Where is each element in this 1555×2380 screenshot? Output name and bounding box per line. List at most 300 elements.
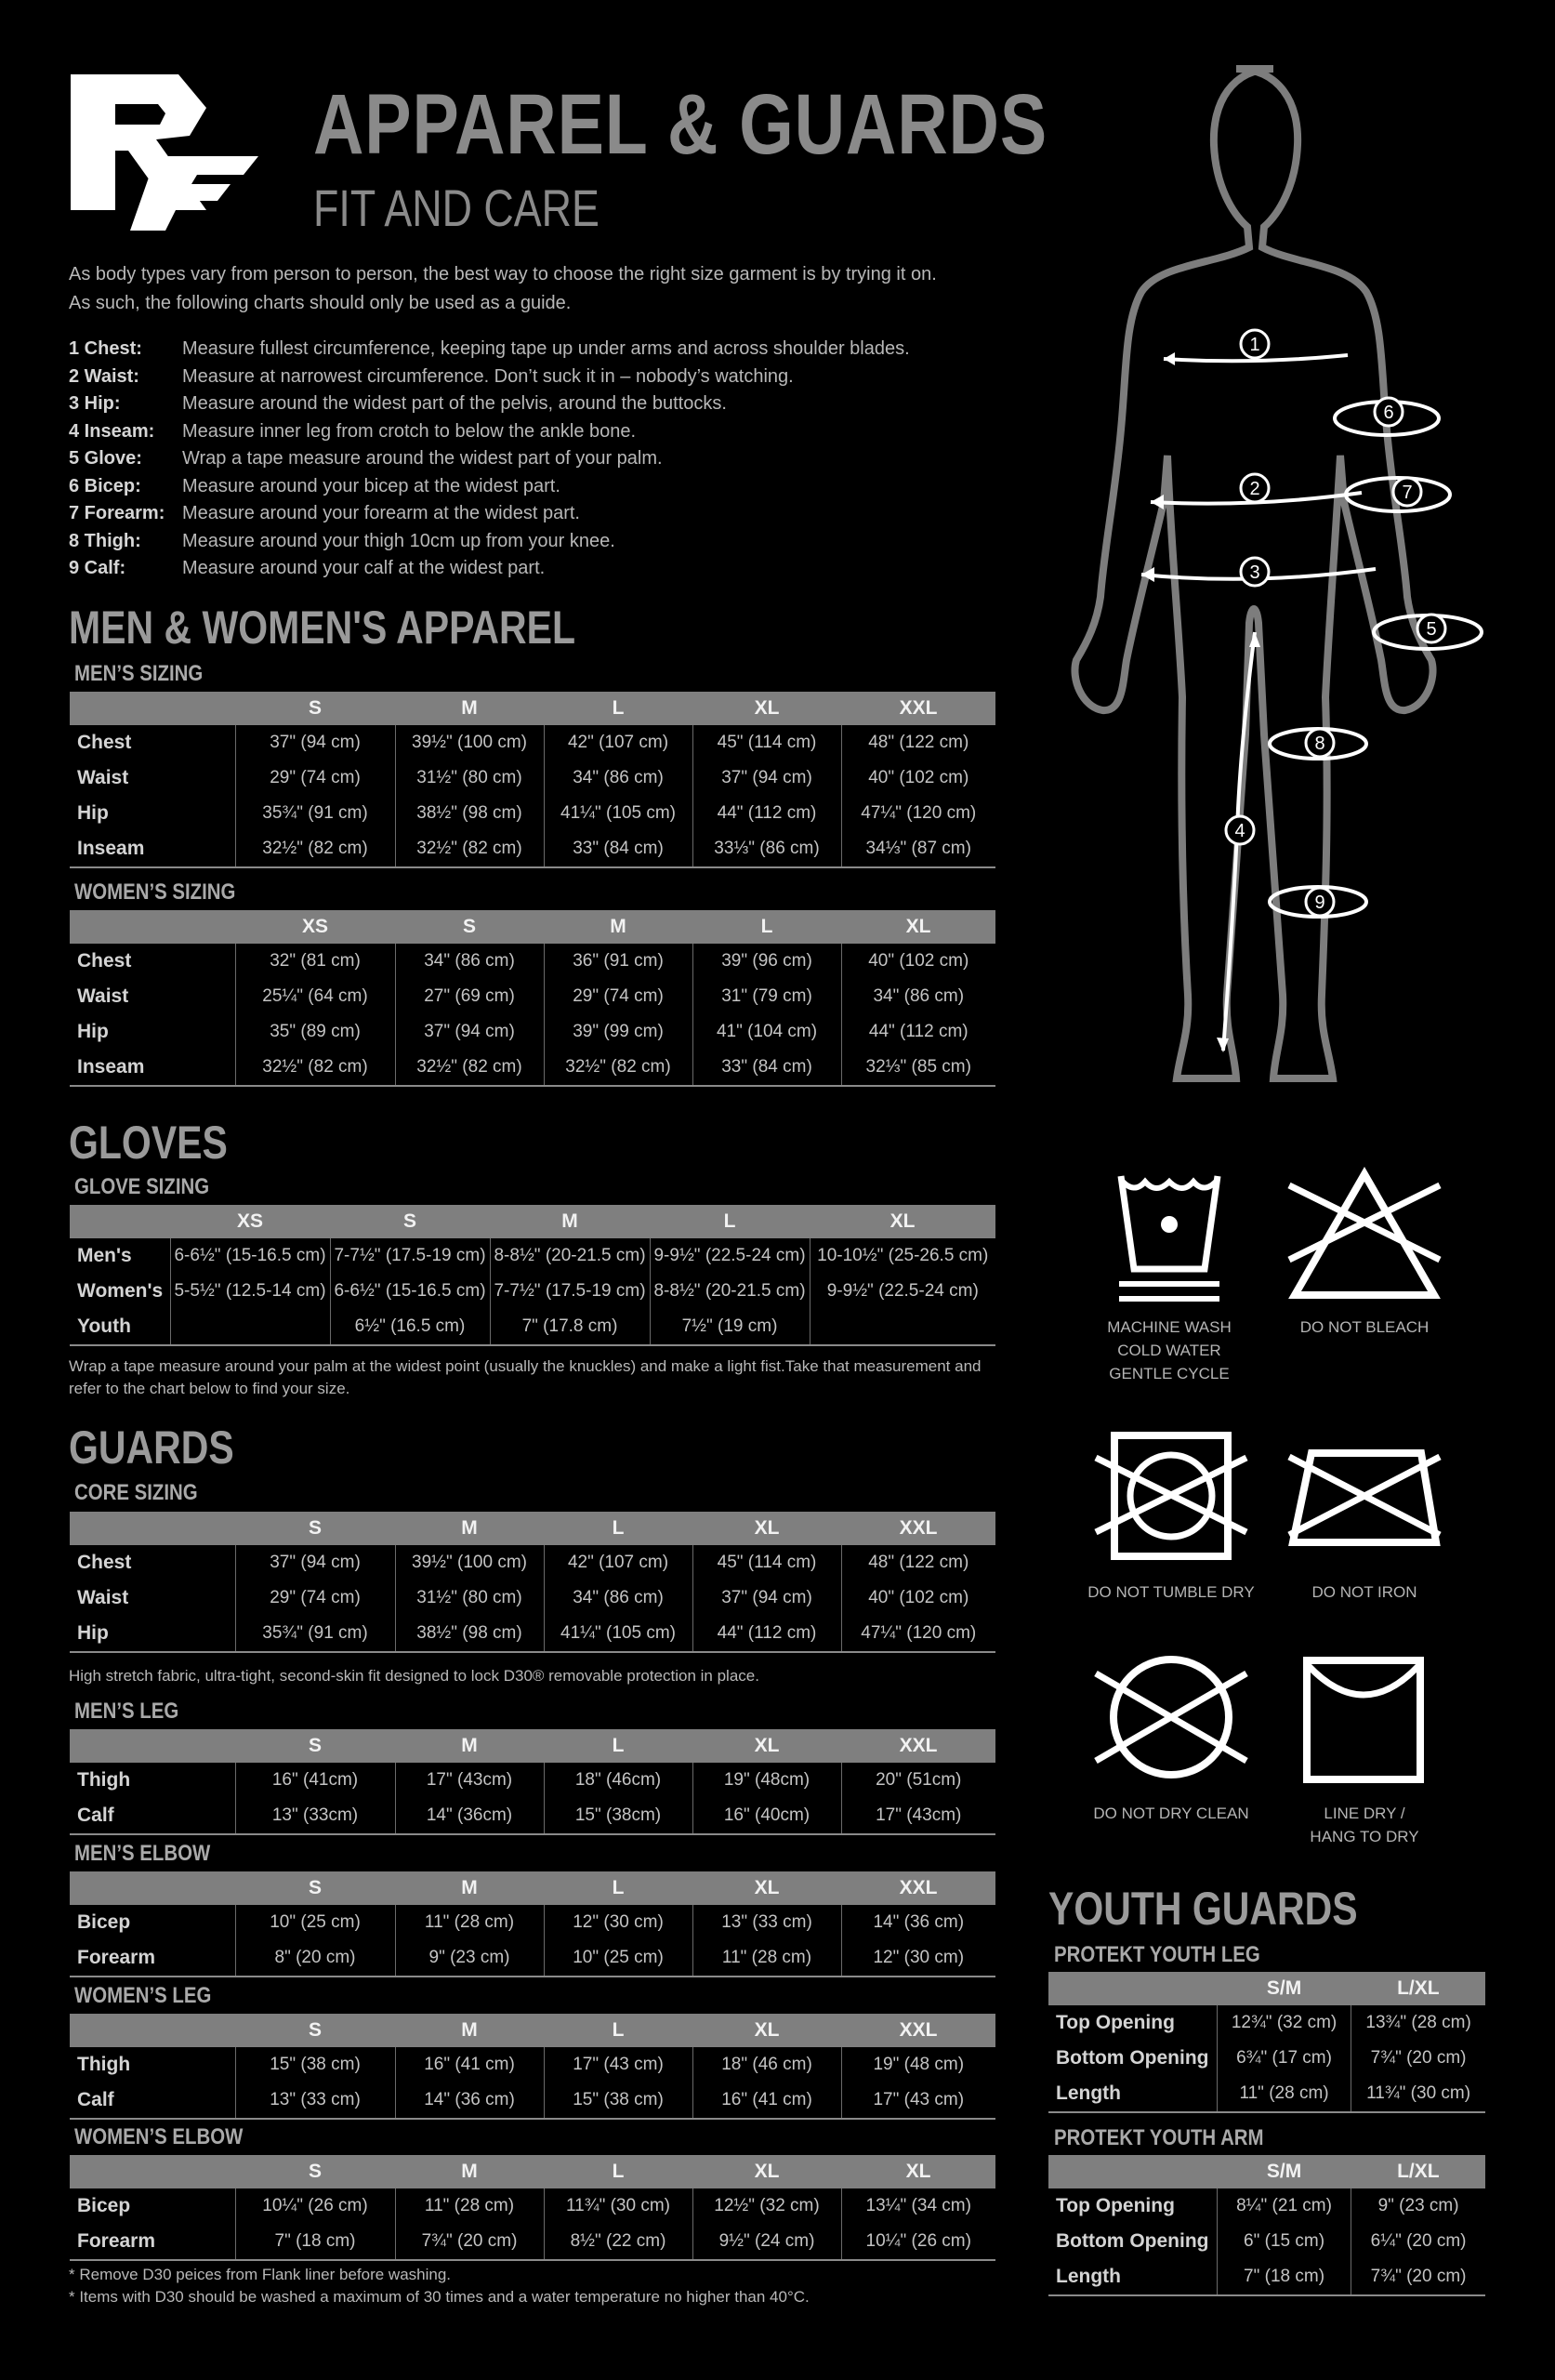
table-row <box>1048 2005 1485 2041</box>
svg-text:2: 2 <box>1249 479 1260 499</box>
column-header: S <box>235 692 395 725</box>
measurement-label: 9 Calf: <box>69 558 126 578</box>
column-header: XL <box>692 1729 841 1763</box>
column-header <box>70 1729 235 1763</box>
table-cell: 8-8½" (20-21.5 cm) <box>490 1238 650 1274</box>
measurement-row <box>69 500 910 528</box>
do-not-bleach-icon <box>1285 1167 1443 1311</box>
marker-9 <box>1306 888 1334 916</box>
svg-text:7: 7 <box>1402 483 1413 503</box>
label-line: LINE DRY / <box>1324 1805 1405 1822</box>
measurement-label: 6 Bicep: <box>69 475 141 496</box>
table-row <box>70 1309 995 1345</box>
table-cell: 32½" (82 cm) <box>395 831 544 867</box>
marker-7 <box>1393 478 1421 506</box>
label-line: DO NOT TUMBLE DRY <box>1087 1583 1255 1601</box>
do-not-dry-clean-icon <box>1092 1655 1250 1785</box>
table-row <box>1048 2259 1485 2295</box>
table-cell: 35¾" (91 cm) <box>235 796 395 831</box>
table-cell: 18" (46 cm) <box>692 2047 841 2082</box>
table-cell: 37" (94 cm) <box>235 725 395 760</box>
do-not-iron-label <box>1272 1580 1457 1604</box>
column-header <box>70 2155 235 2188</box>
column-header <box>70 692 235 725</box>
label-line: DO NOT IRON <box>1311 1583 1417 1601</box>
svg-text:6: 6 <box>1383 403 1394 423</box>
column-header: S <box>330 1205 490 1238</box>
footnote: * Remove D30 peices from Flank liner before washing. <box>69 2266 452 2283</box>
table-cell: 37" (94 cm) <box>692 1580 841 1616</box>
measurement-label: 3 Hip: <box>69 393 121 414</box>
table-header-row <box>70 910 995 944</box>
column-header: M <box>395 2155 544 2188</box>
svg-text:5: 5 <box>1426 619 1437 640</box>
table-cell: 10-10½" (25-26.5 cm) <box>810 1238 995 1274</box>
table-cell: 11" (28 cm) <box>395 2188 544 2224</box>
body-measurement-figure <box>1032 65 1496 1106</box>
column-header: S <box>235 2014 395 2047</box>
table-cell: 32½" (82 cm) <box>235 831 395 867</box>
row-label: Thigh <box>77 1769 131 1791</box>
table-cell: 6¾" (17 cm) <box>1217 2041 1351 2076</box>
column-header <box>70 1205 170 1238</box>
table-cell: 13¾" (28 cm) <box>1351 2005 1485 2041</box>
table-cell: 40" (102 cm) <box>841 1580 995 1616</box>
mens-sizing-title: MEN’S SIZING <box>74 661 204 686</box>
table-row <box>70 979 995 1014</box>
table-cell: 39½" (100 cm) <box>395 1545 544 1580</box>
row-label: Youth <box>70 1309 170 1345</box>
row-label: Inseam <box>70 831 235 867</box>
measurement-row <box>69 473 910 501</box>
do-not-tumble-dry-icon <box>1092 1430 1250 1569</box>
measurement-row <box>69 418 910 446</box>
table-cell: 40" (102 cm) <box>841 760 995 796</box>
youth-arm-table <box>1048 2155 1485 2296</box>
page-title: APPAREL & GUARDS <box>313 77 1048 172</box>
column-header: S <box>235 1512 395 1545</box>
rf-logo <box>67 71 262 238</box>
table-cell: 34" (86 cm) <box>544 760 692 796</box>
table-header-row <box>70 1729 995 1763</box>
measurement-text: Measure around your forearm at the widest part. <box>182 503 580 523</box>
column-header: L/XL <box>1351 2155 1485 2188</box>
measurement-text: Measure around the widest part of the pelvis, around the buttocks. <box>182 393 727 414</box>
youth-guards-heading: YOUTH GUARDS <box>1048 1883 1358 1935</box>
table-cell: 25¼" (64 cm) <box>235 979 395 1014</box>
table-cell: 20" (51cm) <box>841 1763 995 1798</box>
table-cell: 9-9½" (22.5-24 cm) <box>810 1274 995 1309</box>
column-header: S/M <box>1217 1972 1351 2005</box>
column-header: XL <box>692 2014 841 2047</box>
table-header-row <box>70 692 995 725</box>
do-not-iron-icon <box>1285 1446 1443 1557</box>
table-cell: 42" (107 cm) <box>544 725 692 760</box>
column-header <box>70 1871 235 1905</box>
table-cell: 34⅓" (87 cm) <box>841 831 995 867</box>
row-label: Hip <box>77 802 109 824</box>
womens-sizing-title: WOMEN’S SIZING <box>74 879 236 905</box>
table-header-row <box>1048 2155 1485 2188</box>
measurement-text: Measure inner leg from crotch to below the ankle bone. <box>182 420 637 442</box>
table-cell <box>170 1309 330 1345</box>
column-header: XL <box>692 1512 841 1545</box>
table-cell: 16" (41 cm) <box>692 2082 841 2119</box>
line-dry-icon <box>1301 1655 1427 1790</box>
table-cell: 9" (23 cm) <box>1351 2188 1485 2224</box>
table-cell: 15" (38 cm) <box>235 2047 395 2082</box>
column-header: XXL <box>841 1871 995 1905</box>
measurement-text: Measure fullest circumference, keeping tape up under arms and across shoulder blades. <box>182 338 910 359</box>
row-label: Chest <box>77 950 132 972</box>
measurement-guide <box>69 336 910 583</box>
table-cell: 29" (74 cm) <box>544 979 692 1014</box>
mens-leg-table <box>70 1729 995 1835</box>
table-cell: 19" (48 cm) <box>841 2047 995 2082</box>
table-cell: 44" (112 cm) <box>841 1014 995 1050</box>
table-row <box>1048 2076 1485 2112</box>
table-row <box>70 1763 995 1798</box>
do-not-bleach-label <box>1272 1316 1457 1339</box>
core-note: High stretch fabric, ultra-tight, second-skin fit designed to lock D30® removable protection in place. <box>69 1667 759 1685</box>
column-header <box>70 2014 235 2047</box>
measurement-row <box>69 390 910 418</box>
marker-3 <box>1241 558 1269 586</box>
glove-sizing-title: GLOVE SIZING <box>74 1174 210 1199</box>
mens-elbow-table <box>70 1871 995 1977</box>
column-header: L <box>692 910 841 944</box>
table-cell <box>810 1309 995 1345</box>
table-cell: 44" (112 cm) <box>692 1616 841 1652</box>
table-cell: 8½" (22 cm) <box>544 2224 692 2260</box>
column-header: XXL <box>841 1512 995 1545</box>
table-cell: 47¼" (120 cm) <box>841 796 995 831</box>
table-row <box>70 1905 995 1940</box>
marker-8 <box>1306 729 1334 757</box>
table-cell: 11" (28 cm) <box>692 1940 841 1977</box>
measurement-row <box>69 528 910 556</box>
table-row <box>1048 2188 1485 2224</box>
table-cell: 6-6½" (15-16.5 cm) <box>170 1238 330 1274</box>
measurement-label: 5 Glove: <box>69 448 142 469</box>
machine-wash-icon <box>1114 1167 1225 1311</box>
measurement-label: 2 Waist: <box>69 365 139 387</box>
column-header: XS <box>235 910 395 944</box>
column-header: S <box>235 1729 395 1763</box>
table-cell: 35" (89 cm) <box>235 1014 395 1050</box>
measurement-text: Measure at narrowest circumference. Don’t suck it in – nobody’s watching. <box>182 365 794 387</box>
column-header: XXL <box>841 1729 995 1763</box>
womens-leg-title: WOMEN’S LEG <box>74 1983 212 2008</box>
table-cell: 17" (43cm) <box>395 1763 544 1798</box>
table-header-row <box>70 1871 995 1905</box>
table-cell: 37" (94 cm) <box>235 1545 395 1580</box>
table-row <box>70 760 995 796</box>
table-cell: 38½" (98 cm) <box>395 796 544 831</box>
table-cell: 33⅓" (86 cm) <box>692 831 841 867</box>
table-cell: 9½" (24 cm) <box>692 2224 841 2260</box>
mens-sizing-table <box>70 692 995 868</box>
table-cell: 35¾" (91 cm) <box>235 1616 395 1652</box>
row-label: Length <box>1048 2259 1217 2295</box>
line-dry-label <box>1272 1802 1457 1848</box>
column-header: M <box>395 1729 544 1763</box>
table-cell: 16" (41cm) <box>235 1763 395 1798</box>
measurement-row <box>69 445 910 473</box>
table-cell: 7" (18 cm) <box>235 2224 395 2260</box>
table-row <box>70 1238 995 1274</box>
marker-1 <box>1241 330 1269 358</box>
row-label: Men's <box>77 1245 132 1266</box>
row-label: Bottom Opening <box>1056 2047 1209 2069</box>
column-header: L <box>544 2014 692 2047</box>
table-row <box>70 1014 995 1050</box>
table-header-row <box>70 1512 995 1545</box>
table-cell: 6" (15 cm) <box>1217 2224 1351 2259</box>
guards-heading: GUARDS <box>69 1421 234 1474</box>
intro-text <box>69 260 998 318</box>
table-cell: 39½" (100 cm) <box>395 725 544 760</box>
column-header: XL <box>810 1205 995 1238</box>
column-header: XXL <box>841 692 995 725</box>
table-cell: 11¾" (30 cm) <box>1351 2076 1485 2112</box>
table-row <box>70 2188 995 2224</box>
row-label: Inseam <box>70 1050 235 1086</box>
row-label: Length <box>1048 2076 1217 2112</box>
column-header: XL <box>841 2155 995 2188</box>
table-cell: 11¾" (30 cm) <box>544 2188 692 2224</box>
table-cell: 10" (25 cm) <box>544 1940 692 1977</box>
table-cell: 32½" (82 cm) <box>395 1050 544 1086</box>
column-header: M <box>395 1871 544 1905</box>
table-cell: 6¼" (20 cm) <box>1351 2224 1485 2259</box>
marker-4 <box>1226 816 1254 844</box>
table-cell: 41¼" (105 cm) <box>544 796 692 831</box>
table-cell: 16" (40cm) <box>692 1798 841 1834</box>
table-row <box>1048 2041 1485 2076</box>
womens-elbow-title: WOMEN’S ELBOW <box>74 2124 244 2149</box>
column-header <box>70 1512 235 1545</box>
table-row <box>70 1798 995 1834</box>
column-header: S/M <box>1217 2155 1351 2188</box>
column-header: S <box>235 1871 395 1905</box>
table-cell: 32½" (82 cm) <box>235 1050 395 1086</box>
table-cell: 33" (84 cm) <box>544 831 692 867</box>
table-cell: 37" (94 cm) <box>395 1014 544 1050</box>
table-cell: 39" (96 cm) <box>692 944 841 979</box>
row-label: Thigh <box>77 2054 131 2075</box>
table-cell: 32½" (82 cm) <box>544 1050 692 1086</box>
table-cell: 7-7½" (17.5-19 cm) <box>330 1238 490 1274</box>
youth-leg-title: PROTEKT YOUTH LEG <box>1054 1942 1260 1967</box>
table-cell: 9-9½" (22.5-24 cm) <box>650 1238 810 1274</box>
table-row <box>70 1616 995 1652</box>
table-cell: 17" (43 cm) <box>544 2047 692 2082</box>
column-header: M <box>395 692 544 725</box>
column-header: S <box>235 2155 395 2188</box>
table-cell: 8" (20 cm) <box>235 1940 395 1977</box>
measurement-text: Wrap a tape measure around the widest part of your palm. <box>182 448 663 469</box>
table-cell: 48" (122 cm) <box>841 725 995 760</box>
measurement-label: 8 Thigh: <box>69 530 141 551</box>
row-label: Bicep <box>77 2195 131 2216</box>
core-sizing-table <box>70 1512 995 1653</box>
rf-logo-mark <box>67 71 262 238</box>
column-header: M <box>395 1512 544 1545</box>
footnote: * Items with D30 should be washed a maximum of 30 times and a water temperature no higher than 40°C. <box>69 2288 810 2306</box>
column-header: L/XL <box>1351 1972 1485 2005</box>
table-cell: 12½" (32 cm) <box>692 2188 841 2224</box>
svg-text:4: 4 <box>1234 821 1245 841</box>
row-label: Chest <box>77 1552 132 1573</box>
table-header-row <box>70 1205 995 1238</box>
table-cell: 31½" (80 cm) <box>395 760 544 796</box>
measurement-row <box>69 364 910 391</box>
table-cell: 16" (41 cm) <box>395 2047 544 2082</box>
table-cell: 47¼" (120 cm) <box>841 1616 995 1652</box>
measurement-text: Measure around your thigh 10cm up from your knee. <box>182 530 615 551</box>
table-cell: 39" (99 cm) <box>544 1014 692 1050</box>
row-label: Top Opening <box>1056 2012 1175 2033</box>
youth-leg-table <box>1048 1972 1485 2113</box>
machine-wash-label <box>1076 1316 1262 1385</box>
mens-elbow-title: MEN’S ELBOW <box>74 1841 211 1866</box>
table-cell: 14" (36 cm) <box>395 2082 544 2119</box>
row-label: Chest <box>77 732 132 753</box>
do-not-tumble-dry-label <box>1078 1580 1264 1604</box>
table-cell: 10" (25 cm) <box>235 1905 395 1940</box>
table-cell: 19" (48cm) <box>692 1763 841 1798</box>
marker-2 <box>1241 474 1269 502</box>
column-header: M <box>490 1205 650 1238</box>
table-cell: 44" (112 cm) <box>692 796 841 831</box>
table-cell: 38½" (98 cm) <box>395 1616 544 1652</box>
table-cell: 7¾" (20 cm) <box>1351 2259 1485 2295</box>
table-cell: 31½" (80 cm) <box>395 1580 544 1616</box>
row-label: Hip <box>70 1616 235 1652</box>
column-header <box>1048 2155 1217 2188</box>
table-row <box>70 1940 995 1977</box>
table-cell: 41¼" (105 cm) <box>544 1616 692 1652</box>
column-header: XS <box>170 1205 330 1238</box>
table-cell: 7-7½" (17.5-19 cm) <box>490 1274 650 1309</box>
table-header-row <box>1048 1972 1485 2005</box>
table-header-row <box>70 2014 995 2047</box>
measurement-row <box>69 336 910 364</box>
label-line: MACHINE WASH <box>1107 1318 1232 1336</box>
table-row <box>70 2047 995 2082</box>
column-header: M <box>395 2014 544 2047</box>
table-cell: 9" (23 cm) <box>395 1940 544 1977</box>
column-header: L <box>544 1512 692 1545</box>
table-cell: 11" (28 cm) <box>1217 2076 1351 2112</box>
table-cell: 36" (91 cm) <box>544 944 692 979</box>
table-cell: 8¼" (21 cm) <box>1217 2188 1351 2224</box>
apparel-heading: MEN & WOMEN'S APPAREL <box>69 602 576 654</box>
table-row <box>70 831 995 867</box>
table-row <box>70 1580 995 1616</box>
label-line: DO NOT DRY CLEAN <box>1093 1805 1249 1822</box>
table-cell: 6½" (16.5 cm) <box>330 1309 490 1345</box>
table-cell: 14" (36 cm) <box>841 1905 995 1940</box>
table-cell: 14" (36cm) <box>395 1798 544 1834</box>
table-cell: 7" (17.8 cm) <box>490 1309 650 1345</box>
table-cell: 15" (38cm) <box>544 1798 692 1834</box>
measurement-label: 4 Inseam: <box>69 420 155 442</box>
table-cell: 10¼" (26 cm) <box>235 2188 395 2224</box>
table-header-row <box>70 2155 995 2188</box>
table-cell: 7½" (19 cm) <box>650 1309 810 1345</box>
column-header: XL <box>841 910 995 944</box>
row-label: Hip <box>77 1021 109 1042</box>
table-row <box>70 1050 995 1086</box>
measurement-row <box>69 555 910 583</box>
table-row <box>70 1274 995 1309</box>
womens-sizing-table <box>70 910 995 1087</box>
svg-text:9: 9 <box>1314 892 1325 913</box>
row-label: Waist <box>77 1587 129 1608</box>
measurement-label: 7 Forearm: <box>69 503 165 523</box>
table-cell: 13" (33cm) <box>235 1798 395 1834</box>
column-header <box>1048 1972 1217 2005</box>
footnotes <box>69 2264 810 2308</box>
label-line: HANG TO DRY <box>1310 1828 1419 1845</box>
intro-line: As body types vary from person to person, the best way to choose the right size garment is by trying it on. <box>69 264 937 284</box>
youth-arm-title: PROTEKT YOUTH ARM <box>1054 2125 1264 2150</box>
table-row <box>70 1545 995 1580</box>
table-cell: 13" (33 cm) <box>692 1905 841 1940</box>
table-cell: 45" (114 cm) <box>692 725 841 760</box>
table-cell: 41" (104 cm) <box>692 1014 841 1050</box>
table-cell: 18" (46cm) <box>544 1763 692 1798</box>
svg-text:1: 1 <box>1249 335 1260 355</box>
gloves-heading: GLOVES <box>69 1117 228 1169</box>
table-cell: 5-5½" (12.5-14 cm) <box>170 1274 330 1309</box>
row-label: Forearm <box>70 1940 235 1977</box>
glove-sizing-table <box>70 1205 995 1346</box>
table-cell: 33" (84 cm) <box>692 1050 841 1086</box>
marker-5 <box>1417 615 1445 642</box>
label-line: COLD WATER <box>1117 1342 1221 1359</box>
table-row <box>70 2224 995 2260</box>
table-row <box>70 2082 995 2119</box>
row-label: Forearm <box>70 2224 235 2260</box>
table-cell: 37" (94 cm) <box>692 760 841 796</box>
column-header: L <box>650 1205 810 1238</box>
table-cell: 13" (33 cm) <box>235 2082 395 2119</box>
mens-leg-title: MEN’S LEG <box>74 1699 179 1724</box>
womens-leg-table <box>70 2014 995 2120</box>
table-cell: 29" (74 cm) <box>235 760 395 796</box>
table-row <box>70 725 995 760</box>
column-header <box>70 910 235 944</box>
column-header: L <box>544 1871 692 1905</box>
row-label: Top Opening <box>1056 2195 1175 2216</box>
table-row <box>70 944 995 979</box>
table-cell: 17" (43 cm) <box>841 2082 995 2119</box>
column-header: XL <box>692 2155 841 2188</box>
row-label: Waist <box>77 985 129 1007</box>
do-not-dry-clean-label <box>1078 1802 1264 1825</box>
table-cell: 42" (107 cm) <box>544 1545 692 1580</box>
table-cell: 12¾" (32 cm) <box>1217 2005 1351 2041</box>
womens-elbow-table <box>70 2155 995 2261</box>
table-cell: 34" (86 cm) <box>544 1580 692 1616</box>
table-cell: 6-6½" (15-16.5 cm) <box>330 1274 490 1309</box>
table-row <box>1048 2224 1485 2259</box>
column-header: L <box>544 1729 692 1763</box>
column-header: S <box>395 910 544 944</box>
